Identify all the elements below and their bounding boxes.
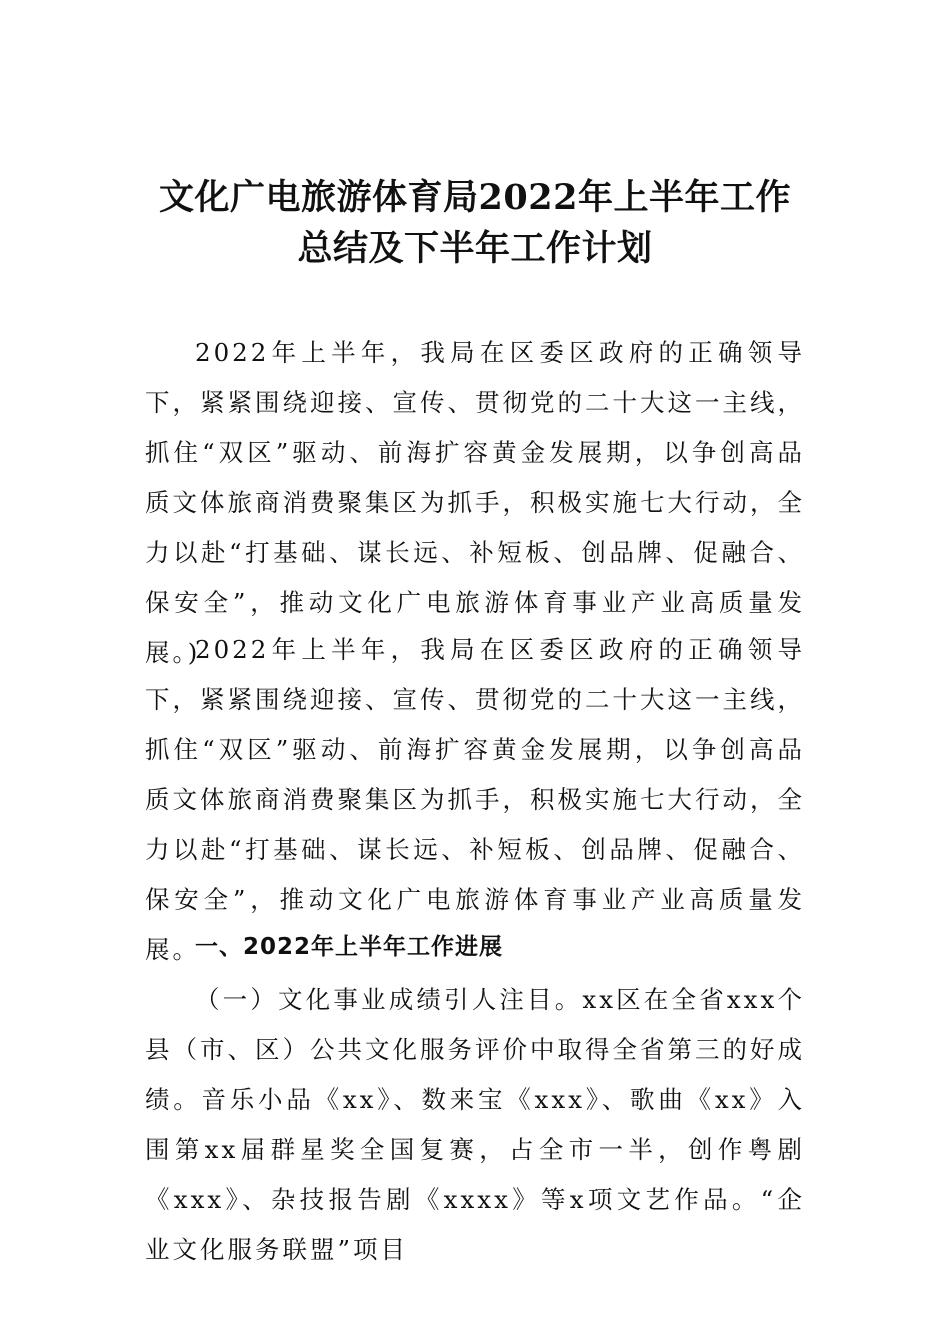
paragraph-intro: 2022年上半年，我局在区委区政府的正确领导下，紧紧围绕迎接、宣传、贯彻党的二十大这一主线，抓住“双区”驱动、前海扩容黄金发展期，以争创高品质文体旅商消费聚集区为抓手，积极实施七大行动，全力以赴“打基础、谋长远、补短板、创品牌、促融合、保安全”，推动文化广电旅游体育事业产业高质量发展。) [145, 338, 805, 667]
paragraph-intro-repeat: 2022年上半年，我局在区委区政府的正确领导下，紧紧围绕迎接、宣传、贯彻党的二十大这一主线，抓住“双区”驱动、前海扩容黄金发展期，以争创高品质文体旅商消费聚集区为抓手，积极实施七大行动，全力以赴“打基础、谋长远、补短板、创品牌、促融合、保安全”，推动文化广电旅游体育事业产业高质量发展。 [145, 635, 805, 964]
document-title: 文化广电旅游体育局2022年上半年工作总结及下半年工作计划 [159, 177, 791, 269]
paragraph-culture-achievements: （一）文化事业成绩引人注目。xx区在全省xxx个县（市、区）公共文化服务评价中取得全省第三的好成绩。音乐小品《xx》、数来宝《xxx》、歌曲《xx》入围第xx届群星奖全国复赛，占全市一半，创作粤剧《xxx》、杂技报告剧《xxxx》等x项文艺作品。“企业文化服务联盟”项目 [145, 985, 805, 1264]
section-heading: 一、2022年上半年工作进展 [195, 934, 504, 960]
